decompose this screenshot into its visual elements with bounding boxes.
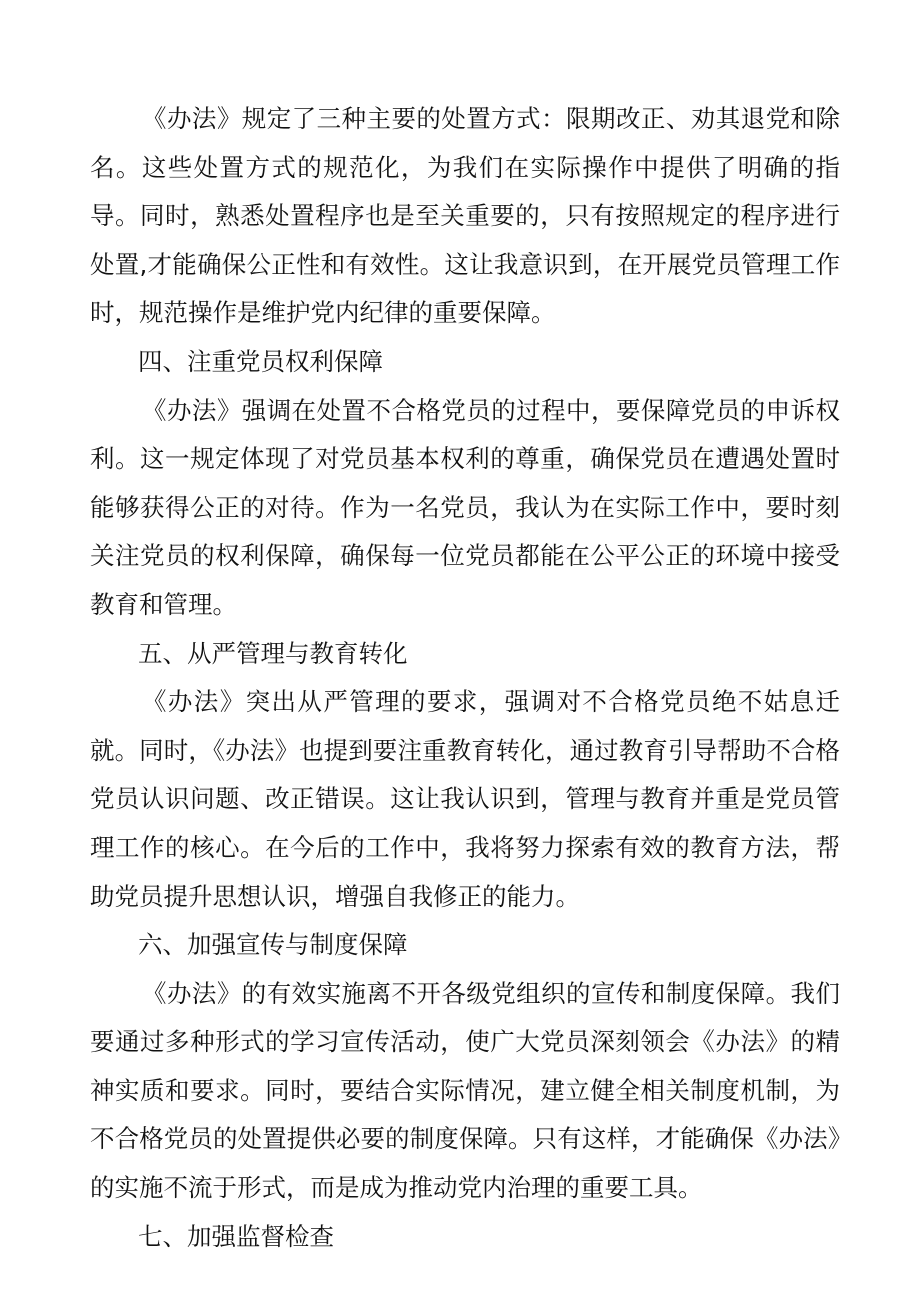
paragraph-disposal-methods: 《办法》规定了三种主要的处置方式：限期改正、劝其退党和除名。这些处置方式的规范化，为我们在实际操作中提供了明确的指导。同时，熟悉处置程序也是至关重要的，只有按照规定的程序进行处置,才能确保公正性和有效性。这让我意识到，在开展党员管理工作时，规范操作是维护党内纪律的重要保障。 [90, 104, 840, 328]
section-heading-4: 四、注重党员权利保障 [138, 346, 383, 376]
paragraph-strict-management: 《办法》突出从严管理的要求，强调对不合格党员绝不姑息迁就。同时，《办法》也提到要注重教育转化，通过教育引导帮助不合格党员认识问题、改正错误。这让我认识到，管理与教育并重是党员管理工作的核心。在今后的工作中，我将努力探索有效的教育方法，帮助党员提升思想认识，增强自我修正的能力。 [90, 687, 840, 911]
paragraph-publicity-system: 《办法》的有效实施离不开各级党组织的宣传和制度保障。我们要通过多种形式的学习宣传活动，使广大党员深刻领会《办法》的精神实质和要求。同时，要结合实际情况，建立健全相关制度机制，为不合格党员的处置提供必要的制度保障。只有这样，才能确保《办法》的实施不流于形式，而是成为推动党内治理的重要工具。 [90, 978, 840, 1203]
document-body [90, 95, 840, 1261]
paragraph-member-rights: 《办法》强调在处置不合格党员的过程中，要保障党员的申诉权利。这一规定体现了对党员基本权利的尊重，确保党员在遭遇处置时能够获得公正的对待。作为一名党员，我认为在实际工作中，要时刻关注党员的权利保障，确保每一位党员都能在公平公正的环境中接受教育和管理。 [90, 395, 840, 619]
section-heading-6: 六、加强宣传与制度保障 [138, 930, 408, 960]
section-heading-7: 七、加强监督检查 [138, 1221, 334, 1251]
section-heading-5: 五、从严管理与教育转化 [138, 638, 408, 668]
